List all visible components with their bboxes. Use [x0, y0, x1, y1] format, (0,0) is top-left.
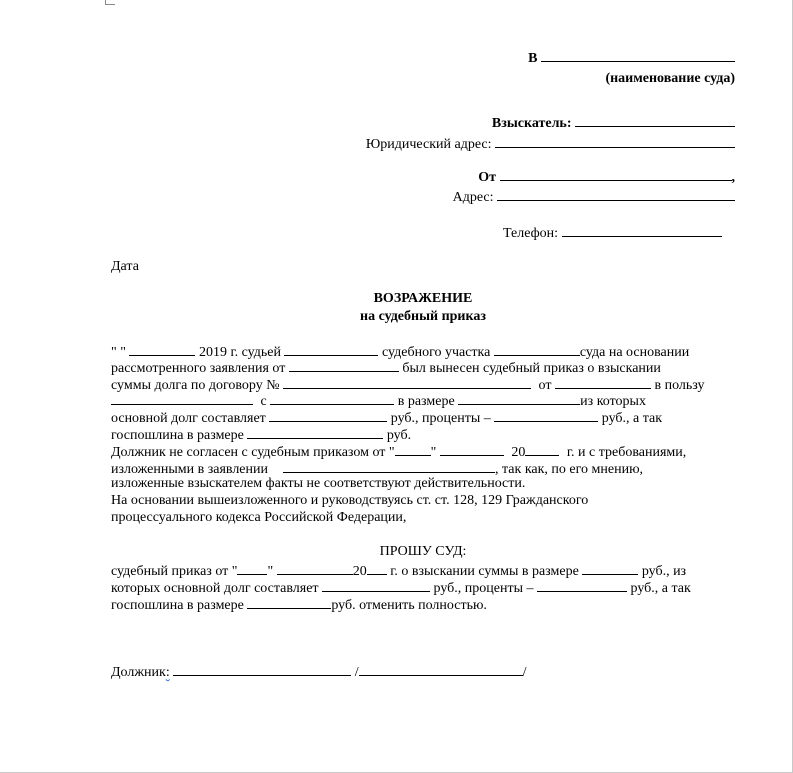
body-line-6 — [111, 426, 735, 442]
body-line-2 — [111, 359, 735, 375]
text: судебный приказ от " — [111, 564, 238, 579]
court-blank[interactable] — [541, 49, 735, 62]
body-line-5 — [111, 409, 735, 425]
text: был вынесен судебный приказ о взыскании — [402, 361, 661, 376]
principal-blank[interactable] — [269, 409, 387, 422]
signature-end: / — [522, 665, 527, 680]
request-principal-blank[interactable] — [322, 579, 430, 592]
text: с — [260, 394, 267, 409]
text: руб. отменить полностью. — [331, 598, 487, 613]
order-month-blank[interactable] — [440, 443, 504, 456]
order-year-blank[interactable] — [525, 443, 559, 456]
body-line-1 — [111, 343, 735, 359]
request-day-blank[interactable] — [237, 562, 267, 575]
address-line — [453, 188, 735, 206]
from-line — [478, 168, 735, 186]
text: г. о взыскании суммы в размере — [390, 564, 579, 579]
from-label: От — [478, 170, 496, 185]
text: руб., а так — [630, 581, 691, 596]
text: г. и с требованиями, — [566, 445, 687, 460]
body-line-10: На основании вышеизложенного и руководствуясь ст. ст. 128, 129 Гражданского — [111, 493, 589, 508]
claimant-label: Взыскатель: — [491, 116, 572, 131]
signature-label: Должник — [111, 665, 166, 680]
text: от — [538, 378, 552, 393]
phone-blank[interactable] — [562, 224, 722, 237]
legal-address-label: Юридический адрес: — [365, 137, 492, 152]
text: госпошлина в размере — [111, 598, 244, 613]
text: которых основной долг составляет — [111, 581, 319, 596]
interest-blank[interactable] — [494, 409, 598, 422]
request-line-3 — [111, 596, 735, 612]
address-label: Адрес: — [452, 190, 494, 205]
text: изложенными в заявлении — [111, 462, 269, 477]
body-line-8 — [111, 460, 735, 476]
debtor-blank[interactable] — [270, 392, 394, 405]
claimant-blank[interactable] — [575, 114, 735, 127]
request-line-1 — [111, 562, 735, 578]
signature-name-blank[interactable] — [359, 663, 523, 676]
from-comma: , — [731, 170, 735, 185]
text: суда на основании — [579, 345, 690, 360]
document-title: ВОЗРАЖЕНИЕ — [373, 291, 473, 306]
address-blank[interactable] — [497, 188, 735, 201]
signature-colon: : — [165, 665, 170, 680]
text: судебного участка — [381, 345, 491, 360]
text: основной долг составляет — [111, 411, 266, 426]
request-fee-blank[interactable] — [247, 596, 331, 609]
contract-date-blank[interactable] — [555, 376, 651, 389]
district-blank[interactable] — [494, 343, 580, 356]
day-blank[interactable] — [129, 343, 195, 356]
body-line-11: процессуального кодекса Российской Федерации, — [111, 510, 407, 525]
body-line-7 — [111, 443, 735, 459]
court-label: В — [528, 51, 538, 66]
text: госпошлина в размере — [111, 428, 244, 443]
fee-blank[interactable] — [247, 426, 383, 439]
claims-blank[interactable] — [283, 460, 495, 473]
signature-line — [111, 663, 526, 681]
text: руб., проценты – — [390, 411, 491, 426]
contract-number-blank[interactable] — [283, 376, 531, 389]
creditor-blank[interactable] — [111, 392, 253, 405]
document-subtitle: на судебный приказ — [360, 309, 486, 324]
text: руб., проценты – — [433, 581, 534, 596]
application-date-blank[interactable] — [289, 359, 399, 372]
request-amount-blank[interactable] — [582, 562, 638, 575]
text: руб., а так — [601, 411, 663, 426]
claimant-line — [492, 114, 735, 132]
text: 20 — [511, 445, 526, 460]
request-interest-blank[interactable] — [537, 579, 627, 592]
text: рассмотренного заявления от — [111, 361, 286, 376]
text: 20 — [352, 564, 367, 579]
body-line-4 — [111, 392, 735, 408]
text: " — [430, 445, 437, 460]
body-line-3 — [111, 376, 735, 392]
text: суммы долга по договору № — [111, 378, 280, 393]
request-year-blank[interactable] — [367, 562, 387, 575]
text: 2019 г. судьей — [198, 345, 281, 360]
signature-separator: / — [354, 665, 359, 680]
body-line-9: изложенные взыскателем факты не соответствуют действительности. — [111, 476, 526, 491]
text: " " — [111, 345, 126, 360]
text: в размере — [397, 394, 455, 409]
order-day-blank[interactable] — [395, 443, 431, 456]
text: в пользу — [654, 378, 705, 393]
court-line — [528, 49, 735, 67]
request-title: ПРОШУ СУД: — [379, 544, 467, 559]
text: руб. — [386, 428, 412, 443]
text: из которых — [580, 394, 646, 409]
court-note: (наименование суда) — [605, 71, 735, 86]
total-amount-blank[interactable] — [458, 392, 580, 405]
page-corner-mark — [105, 0, 115, 5]
date-label: Дата — [111, 259, 139, 274]
legal-address-blank[interactable] — [495, 135, 735, 148]
text: руб., из — [641, 564, 687, 579]
request-line-2 — [111, 579, 735, 595]
signature-blank[interactable] — [173, 663, 351, 676]
request-month-blank[interactable] — [277, 562, 353, 575]
from-blank[interactable] — [500, 168, 732, 181]
phone-label: Телефон: — [503, 226, 559, 241]
phone-line — [503, 224, 722, 242]
text: Должник не согласен с судебным приказом от " — [111, 445, 395, 460]
text: " — [267, 564, 274, 579]
judge-blank[interactable] — [284, 343, 378, 356]
text: , так как, по его мнению, — [495, 462, 644, 477]
legal-address-line — [366, 135, 735, 153]
